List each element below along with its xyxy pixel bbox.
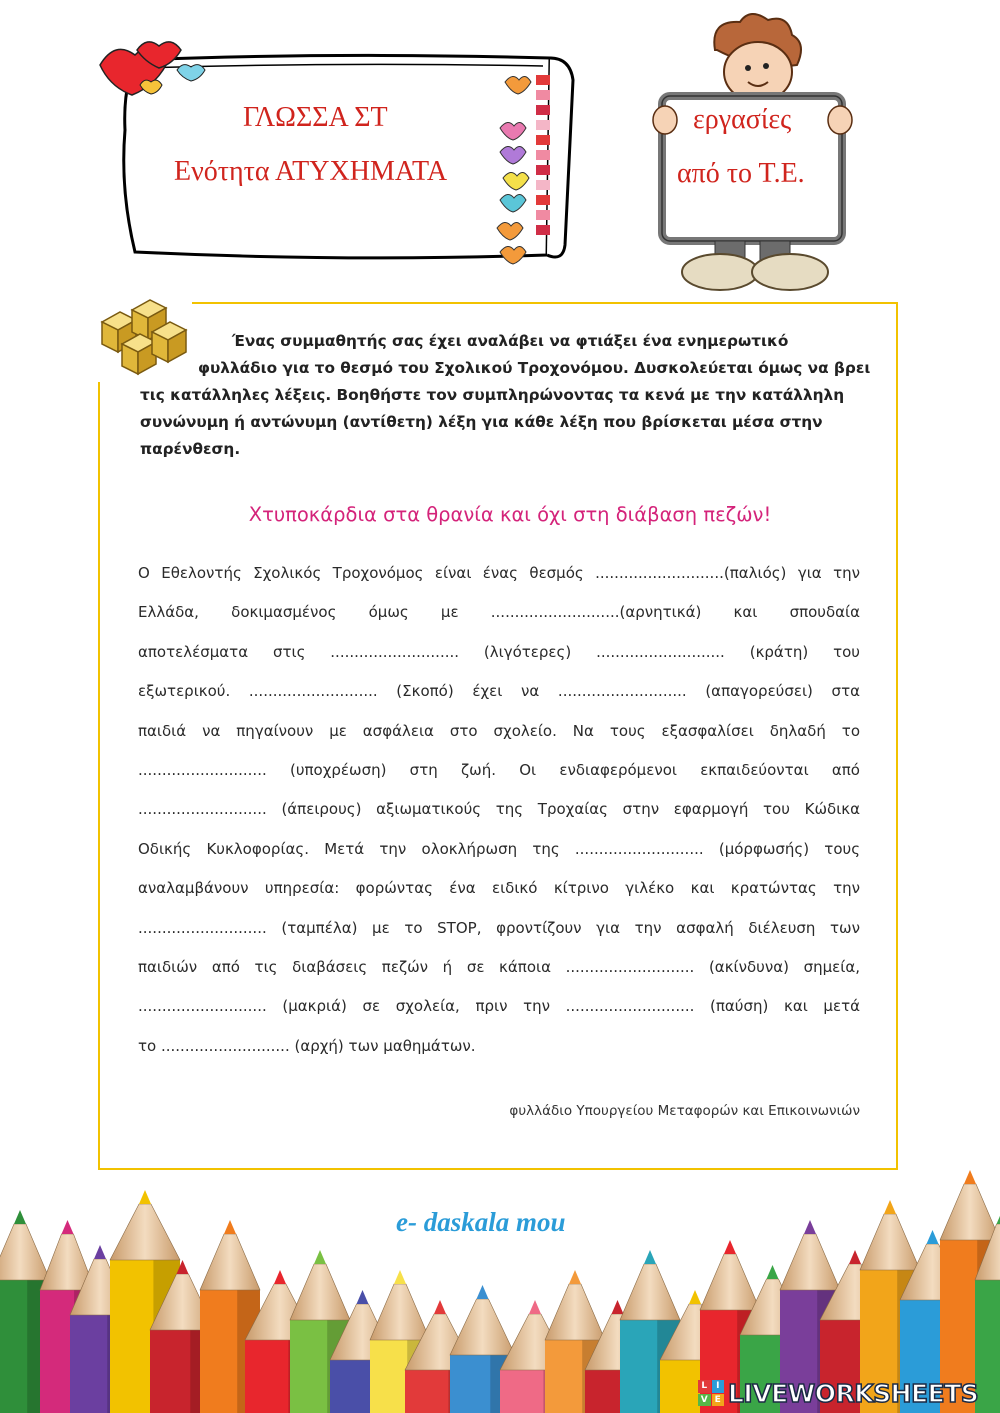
passage-line: αναλαμβάνουν υπηρεσία: φορώντας ένα ειδικό κίτρινο γιλέκο και κρατώντας την bbox=[138, 879, 860, 898]
instructions-line: παρένθεση. bbox=[140, 440, 241, 458]
passage-line: Ελλάδα, δοκιμασμένος όμως με ...........................(αρνητικά) και σπουδαία bbox=[138, 603, 860, 622]
pencil-wood bbox=[200, 1234, 260, 1290]
boy-holding-sign-illustration bbox=[640, 10, 870, 300]
pencil-tip bbox=[529, 1300, 541, 1314]
pencil-wood bbox=[780, 1234, 840, 1290]
passage-line: Οδικής Κυκλοφορίας. Μετά την ολοκλήρωση της ........................... (μόρφωσής) τους bbox=[138, 839, 860, 858]
pencil-tip bbox=[849, 1250, 861, 1264]
worksheet-title-unit: Ενότητα ΑΤΥΧΗΜΑΤΑ bbox=[174, 156, 448, 187]
passage-line: ........................... (ταμπέλα) με το STOP, φροντίζουν για την ασφαλή διέλευση των bbox=[138, 918, 860, 937]
pencil-tip bbox=[997, 1210, 1000, 1224]
instructions-line: φυλλάδιο για το θεσμό του Σχολικού Τροχονόμου. Δυσκολεύεται όμως να βρει bbox=[198, 359, 871, 377]
colored-pencils-border bbox=[0, 1150, 1000, 1413]
pencil-tip bbox=[612, 1300, 624, 1314]
passage-line: ........................... (άπειρους) αξιωματικούς της Τροχαίας στην εφαρμογή του Κώδικα bbox=[138, 800, 860, 819]
pencil-tip bbox=[569, 1270, 581, 1284]
pencil-tip bbox=[644, 1250, 656, 1264]
instructions-line: Ένας συμμαθητής σας έχει αναλάβει να φτιάξει ένα ενημερωτικό bbox=[232, 332, 789, 350]
passage-line: ........................... (υποχρέωση) στη ζωή. Οι ενδιαφερόμενοι εκπαιδεύονται από bbox=[138, 760, 860, 779]
liveworksheets-watermark bbox=[698, 1378, 978, 1408]
pencil-wood bbox=[290, 1264, 350, 1320]
sign-text-workbook: από το Τ.Ε. bbox=[677, 158, 805, 189]
pencil-wood bbox=[110, 1204, 180, 1260]
pencil-tip bbox=[357, 1290, 369, 1304]
passage-line: Ο Εθελοντής Σχολικός Τροχονόμος είναι ένας θεσμός ...........................(παλιός) για την bbox=[138, 564, 860, 582]
pencil-tip bbox=[62, 1220, 74, 1234]
pencil-wood bbox=[545, 1284, 605, 1340]
pencil-tip bbox=[804, 1220, 816, 1234]
instructions-line: συνώνυμη ή αντώνυμη (αντίθετη) λέξη για κάθε λέξη που βρίσκεται μέσα στην bbox=[140, 413, 823, 431]
pencil-wood bbox=[940, 1184, 1000, 1240]
pencil-tip bbox=[964, 1170, 976, 1184]
passage-title: Χτυποκάρδια στα θρανία και όχι στη διάβαση πεζών! bbox=[248, 503, 772, 526]
pencil-tip bbox=[14, 1210, 26, 1224]
pencil-wood bbox=[860, 1214, 920, 1270]
pencil-tip bbox=[314, 1250, 326, 1264]
passage-line: το ........................... (αρχή) των μαθημάτων. bbox=[138, 1036, 476, 1055]
pencil-tip bbox=[724, 1240, 736, 1254]
passage-line: εξωτερικού. ........................... (Σκοπό) έχει να ........................... (απαγορεύσει) στα bbox=[138, 682, 860, 701]
pencil-tip bbox=[689, 1290, 701, 1304]
brand-signature: e- daskala mou bbox=[396, 1207, 566, 1237]
liveworksheets-logo-icon: L I V E bbox=[698, 1380, 724, 1406]
pencil-tip bbox=[94, 1245, 106, 1259]
pencil-tip bbox=[434, 1300, 446, 1314]
pencil-tip bbox=[139, 1190, 151, 1204]
source-credit: φυλλάδιο Υπουργείου Μεταφορών και Επικοινωνιών bbox=[509, 1103, 860, 1119]
passage-line: παιδιών από τις διαβάσεις πεζών ή σε κάποια ........................... (ακίνδυνα) σημεία, bbox=[138, 957, 860, 976]
pencil-wood bbox=[370, 1284, 430, 1340]
instructions-text bbox=[140, 328, 885, 463]
fill-in-passage bbox=[138, 558, 860, 1070]
pencil-tip bbox=[394, 1270, 406, 1284]
pencil-body bbox=[975, 1280, 1000, 1413]
pencil-wood bbox=[0, 1224, 50, 1280]
sign-text-tasks: εργασίες bbox=[693, 104, 792, 135]
pencil-wood bbox=[620, 1264, 680, 1320]
liveworksheets-text: LIVEWORKSHEETS bbox=[728, 1378, 979, 1408]
instructions-line: τις κατάλληλες λέξεις. Βοηθήστε τον συμπληρώνοντας τα κενά με την κατάλληλη bbox=[140, 386, 845, 404]
passage-line: ........................... (μακριά) σε σχολεία, πριν την ........................... (παύση) και μετά bbox=[138, 997, 860, 1016]
pencil-tip bbox=[274, 1270, 286, 1284]
pencil-tip bbox=[224, 1220, 236, 1234]
pencil-tip bbox=[767, 1265, 779, 1279]
pencil-wood bbox=[450, 1299, 515, 1355]
scroll-stripes-decoration bbox=[536, 75, 550, 235]
passage-line: παιδιά να πηγαίνουν με ασφάλεια στο σχολείο. Να τους εξασφαλίσει δηλαδή το bbox=[138, 721, 860, 740]
pencil-wood bbox=[700, 1254, 760, 1310]
pencil-tip bbox=[884, 1200, 896, 1214]
passage-line: αποτελέσματα στις ........................... (λιγότερες) ........................... (κράτη) του bbox=[138, 642, 860, 661]
worksheet-title-subject: ΓΛΩΣΣΑ ΣΤ bbox=[243, 102, 388, 133]
pencil-tip bbox=[927, 1230, 939, 1244]
pencil-tip bbox=[477, 1285, 489, 1299]
